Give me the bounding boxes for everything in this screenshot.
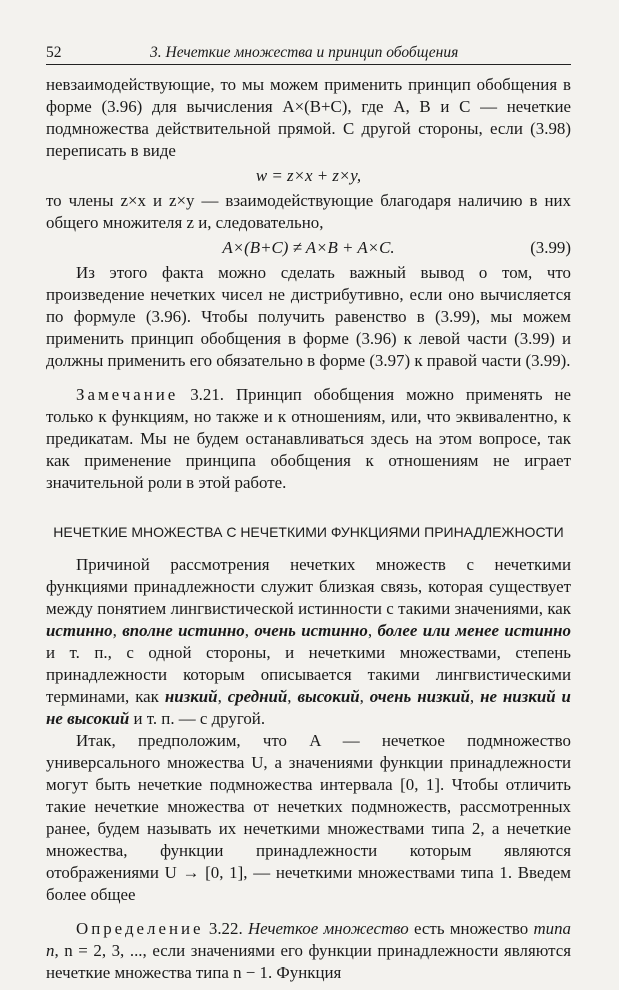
term-ne-nizkiy-ne-vysokiy: не низкий и не высокий bbox=[46, 687, 571, 728]
page-number: 52 bbox=[46, 44, 62, 61]
term-istinno: истинно bbox=[46, 621, 113, 640]
definition-3-22: Определение 3.22. Нечеткое множество есть множество типа n, n = 2, 3, ..., если значениями его функции принадлежности являются нечеткие множества типа n − 1. Функция bbox=[46, 919, 571, 982]
defined-term: Нечеткое множество bbox=[247, 919, 409, 938]
paragraph-conclusion: Из этого факта можно сделать важный вывод о том, что произведение нечетких чисел не дистрибутивно, если оно вычисляется по формуле (3.96). Чтобы получить равенство в (3.99), мы можем применить принцип обобщения в форме (3.96) к левой части (3.99) и должны применить его обязательно в форме (3.97) к правой части (3.99). bbox=[46, 263, 571, 370]
term-bolee-ili-menee: более или менее истинно bbox=[377, 621, 571, 640]
equation-number: (3.99) bbox=[530, 238, 571, 257]
term-vysokiy: высокий bbox=[297, 687, 360, 706]
formula-w: w = z×x + z×y, bbox=[255, 166, 362, 185]
paragraph-continuation: невзаимодействующие, то мы можем применить принцип обобщения в форме (3.96) для вычисления A×(B+C), где A, B и C — нечеткие подмножества действительной прямой. С другой стороны, если (3.98) переписать в виде bbox=[46, 75, 571, 160]
remark-text: 3.21. Принцип обобщения можно применять не только к функциям, но также и к отношениям, или, что эквивалентно, к предикатам. Мы не будем останавливаться здесь на этом вопросе, так как применение принципа обобщения к отношениям не играет значительной роли в этой работе. bbox=[46, 385, 571, 492]
running-title: 3. Нечеткие множества и принцип обобщения bbox=[150, 44, 459, 61]
term-nizkiy: низкий bbox=[164, 687, 218, 706]
formula-3-99-expr: A×(B+C) ≠ A×B + A×C. bbox=[222, 238, 395, 257]
section-heading: НЕЧЕТКИЕ МНОЖЕСТВА С НЕЧЕТКИМИ ФУНКЦИЯМИ ПРИНАДЛЕЖНОСТИ bbox=[53, 524, 564, 540]
term-ochen-istinno: очень истинно bbox=[254, 621, 368, 640]
remark-3-21 bbox=[46, 384, 571, 494]
page-body bbox=[46, 74, 571, 984]
term-vpolne-istinno: вполне истинно bbox=[122, 621, 245, 640]
defined-type: типа n bbox=[46, 919, 571, 960]
paragraph-type-2: Итак, предположим, что A — нечеткое подмножество универсального множества U, а значениями функции принадлежности могут быть нечеткие подмножества интервала [0, 1]. Чтобы отличить такие нечеткие множества от нечетких подмножеств, рассмотренных ранее, будем называть их нечеткими множествами типа 2, а нечеткие множества, функции принадлежности которым являются отображениями U → [0, 1], — нечеткими множествами типа 1. Введем более общее bbox=[46, 731, 571, 904]
running-header bbox=[46, 40, 571, 65]
paragraph-motivation: Причиной рассмотрения нечетких множеств с нечеткими функциями принадлежности служит близкая связь, которая существует между понятием лингвистической истинности с такими значениями, как истинно, вполне истинно, очень истинно, более или менее истинно и т. п., с одной стороны, и нечеткими множествами, степень принадлежности которым описывается такими лингвистическими терминами, как низкий, средний, высокий, очень низкий, не низкий и не высокий и т. п. — с другой. bbox=[46, 555, 571, 728]
formula-3-99 bbox=[46, 237, 571, 259]
paragraph-interacting-terms: то члены z×x и z×y — взаимодействующие благодаря наличию в них общего множителя z и, следовательно, bbox=[46, 191, 571, 232]
term-sredniy: средний bbox=[227, 687, 288, 706]
remark-label: Замечание bbox=[76, 385, 179, 404]
definition-label: Определение bbox=[76, 919, 204, 938]
term-ochen-nizkiy: очень низкий bbox=[369, 687, 470, 706]
